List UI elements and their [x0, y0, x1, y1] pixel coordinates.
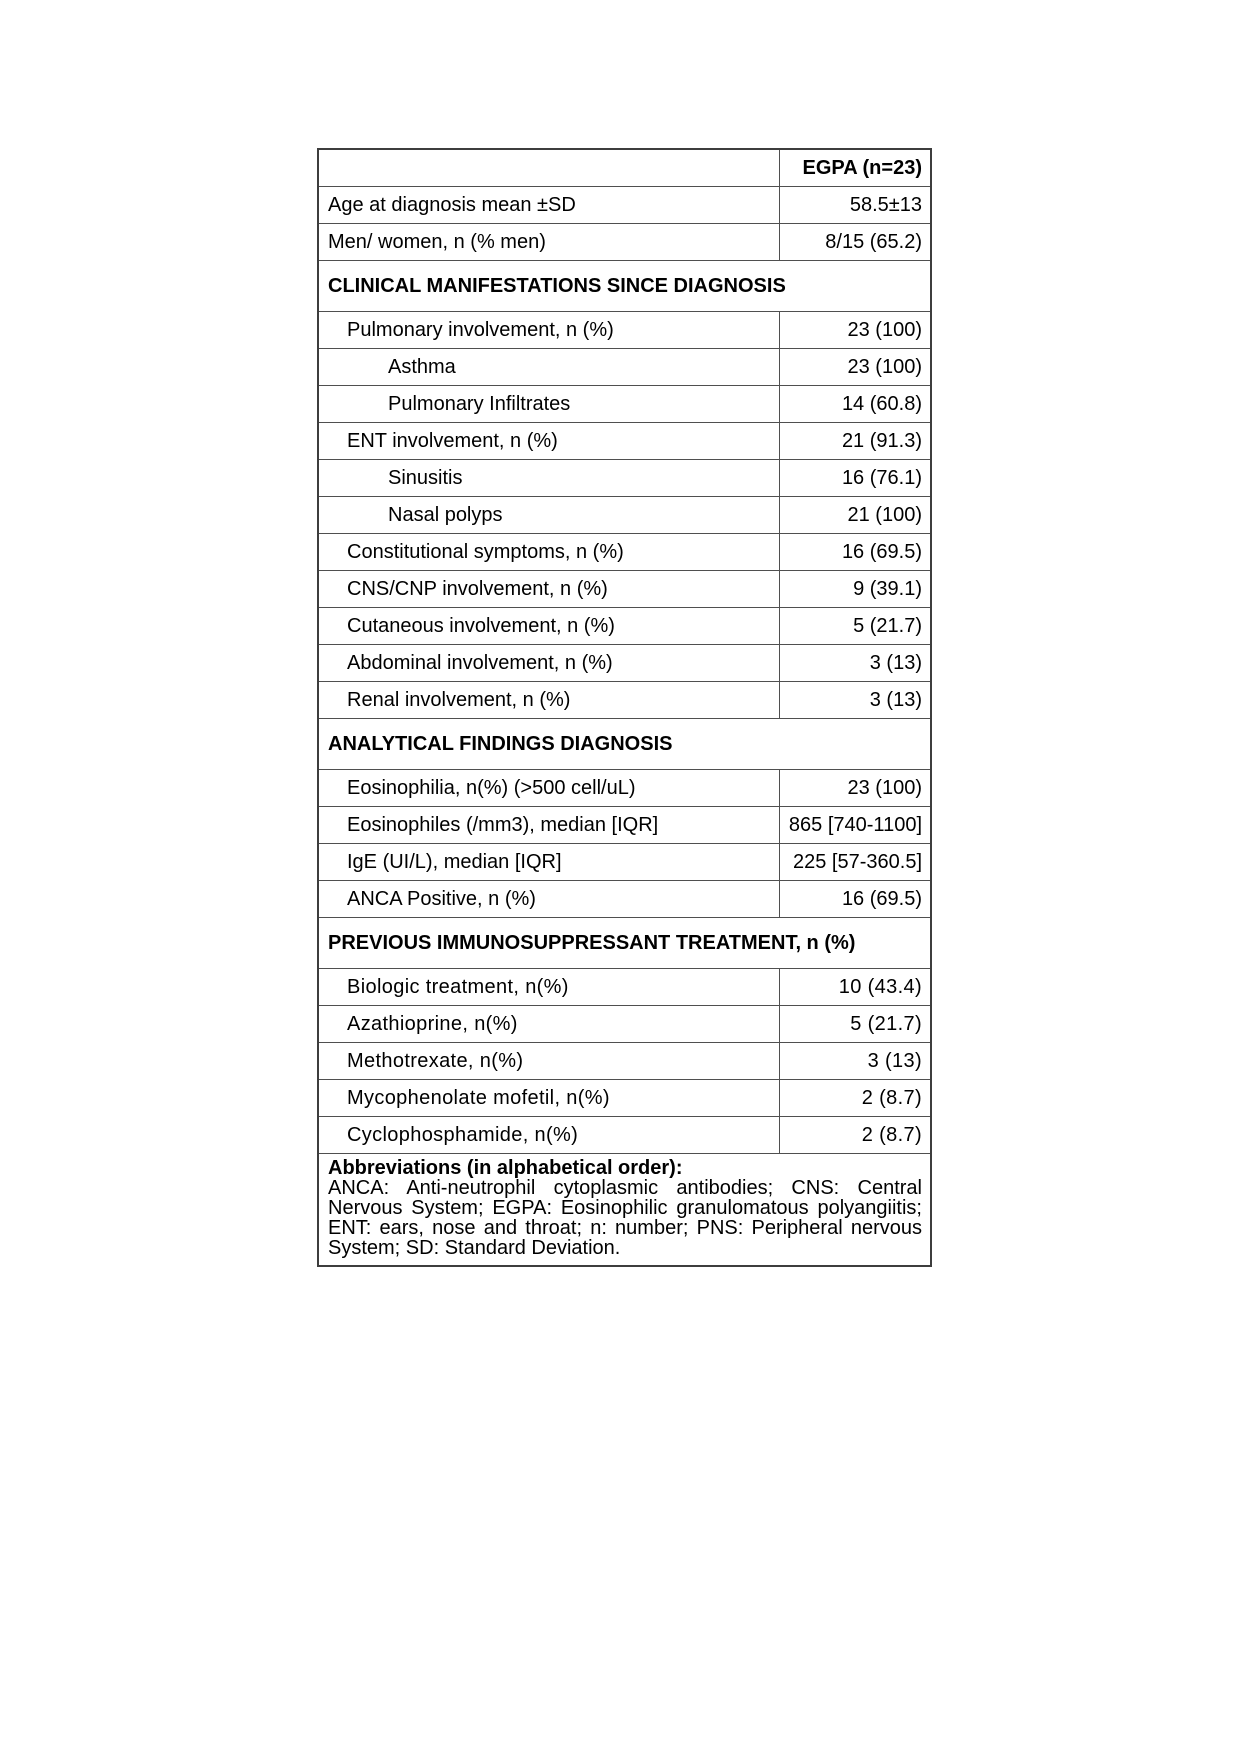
- row-label: CNS/CNP involvement, n (%): [318, 571, 779, 608]
- row-value: 8/15 (65.2): [779, 224, 931, 261]
- row-value: 3 (13): [779, 682, 931, 719]
- row-value: 23 (100): [779, 312, 931, 349]
- row-value: 9 (39.1): [779, 571, 931, 608]
- table-row: [318, 386, 931, 423]
- row-value: 3 (13): [779, 645, 931, 682]
- row-value: 2 (8.7): [779, 1080, 931, 1117]
- row-label: Methotrexate, n(%): [318, 1043, 779, 1080]
- row-label: Constitutional symptoms, n (%): [318, 534, 779, 571]
- row-label: Sinusitis: [318, 460, 779, 497]
- column-header-egpa: EGPA (n=23): [779, 149, 931, 187]
- row-value: 58.5±13: [779, 187, 931, 224]
- table-row: [318, 682, 931, 719]
- row-value: 865 [740-1100]: [779, 807, 931, 844]
- row-value: 10 (43.4): [779, 969, 931, 1006]
- table-row: [318, 844, 931, 881]
- row-value: 16 (69.5): [779, 881, 931, 918]
- table-row: [318, 969, 931, 1006]
- row-label: Biologic treatment, n(%): [318, 969, 779, 1006]
- row-label: Asthma: [318, 349, 779, 386]
- row-label: ANCA Positive, n (%): [318, 881, 779, 918]
- table-row: [318, 881, 931, 918]
- row-label: Age at diagnosis mean ±SD: [318, 187, 779, 224]
- row-label: Eosinophilia, n(%) (>500 cell/uL): [318, 770, 779, 807]
- row-label: IgE (UI/L), median [IQR]: [318, 844, 779, 881]
- section-title: PREVIOUS IMMUNOSUPPRESSANT TREATMENT, n (%): [318, 918, 931, 969]
- row-label: Pulmonary involvement, n (%): [318, 312, 779, 349]
- table-row: [318, 534, 931, 571]
- table-row: [318, 187, 931, 224]
- table-row: [318, 645, 931, 682]
- table-row: [318, 460, 931, 497]
- row-label: Mycophenolate mofetil, n(%): [318, 1080, 779, 1117]
- row-value: 21 (91.3): [779, 423, 931, 460]
- row-label: Nasal polyps: [318, 497, 779, 534]
- table-row: [318, 312, 931, 349]
- header-empty-cell: [318, 149, 779, 187]
- row-label: Azathioprine, n(%): [318, 1006, 779, 1043]
- table-row: [318, 423, 931, 460]
- row-label: Eosinophiles (/mm3), median [IQR]: [318, 807, 779, 844]
- table-row: [318, 1117, 931, 1154]
- row-label: ENT involvement, n (%): [318, 423, 779, 460]
- table-row: [318, 1043, 931, 1080]
- table-row: [318, 608, 931, 645]
- table-row: [318, 1080, 931, 1117]
- row-value: 16 (69.5): [779, 534, 931, 571]
- table-header-row: [318, 149, 931, 187]
- footnote-text: ANCA: Anti-neutrophil cytoplasmic antibodies; CNS: Central Nervous System; EGPA: Eosinophilic granulomatous polyangiitis; ENT: ears, nose and throat; n: number; PNS: Peripheral nervous System; SD: Standard Deviation.: [328, 1177, 922, 1259]
- row-label: Cyclophosphamide, n(%): [318, 1117, 779, 1154]
- row-value: 21 (100): [779, 497, 931, 534]
- section-title: CLINICAL MANIFESTATIONS SINCE DIAGNOSIS: [318, 261, 931, 312]
- row-label: Pulmonary Infiltrates: [318, 386, 779, 423]
- section-header-row: [318, 719, 931, 770]
- section-header-row: [318, 261, 931, 312]
- row-value: 3 (13): [779, 1043, 931, 1080]
- table-row: [318, 349, 931, 386]
- row-value: 14 (60.8): [779, 386, 931, 423]
- table-row: [318, 571, 931, 608]
- row-label: Abdominal involvement, n (%): [318, 645, 779, 682]
- section-title: ANALYTICAL FINDINGS DIAGNOSIS: [318, 719, 931, 770]
- table-row: [318, 497, 931, 534]
- table-row: [318, 807, 931, 844]
- section-header-row: [318, 918, 931, 969]
- row-value: 5 (21.7): [779, 1006, 931, 1043]
- row-label: Men/ women, n (% men): [318, 224, 779, 261]
- row-value: 5 (21.7): [779, 608, 931, 645]
- row-value: 16 (76.1): [779, 460, 931, 497]
- row-value: 2 (8.7): [779, 1117, 931, 1154]
- table-body: [318, 187, 931, 1154]
- table-row: [318, 1006, 931, 1043]
- footnote-cell: [318, 1154, 931, 1267]
- table-row: [318, 224, 931, 261]
- table-row: [318, 770, 931, 807]
- row-value: 23 (100): [779, 770, 931, 807]
- footnote-row: [318, 1154, 931, 1267]
- row-value: 225 [57-360.5]: [779, 844, 931, 881]
- row-label: Cutaneous involvement, n (%): [318, 608, 779, 645]
- footnote-title: Abbreviations (in alphabetical order):: [328, 1157, 683, 1179]
- egpa-characteristics-table: [317, 148, 932, 1267]
- row-value: 23 (100): [779, 349, 931, 386]
- row-label: Renal involvement, n (%): [318, 682, 779, 719]
